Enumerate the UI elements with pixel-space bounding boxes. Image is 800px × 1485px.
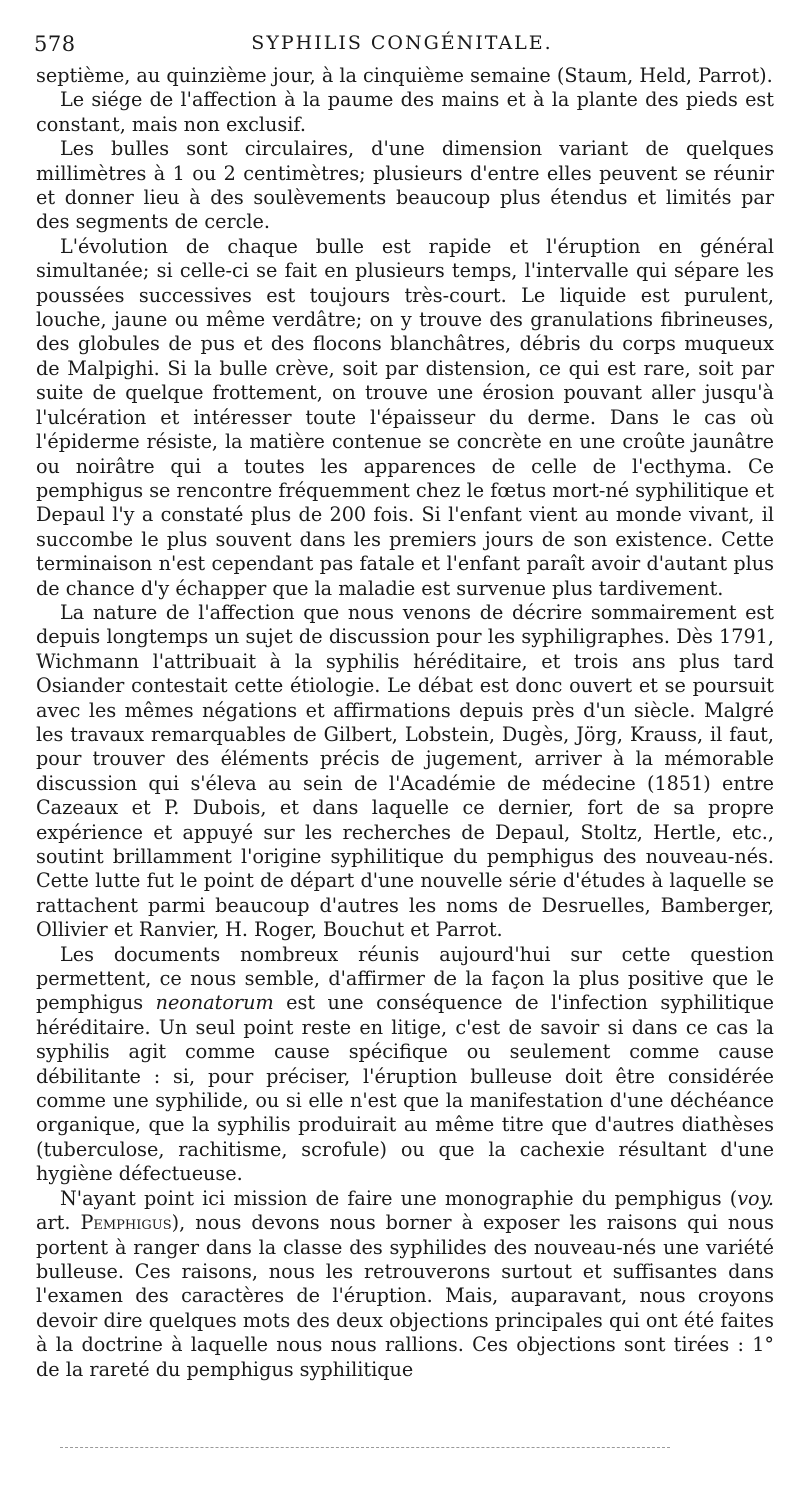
page-header <box>34 30 770 60</box>
paragraph-monographie <box>36 1187 774 1382</box>
monographie-text-b: art. <box>36 1211 81 1235</box>
pemphigus-smallcaps: Pemphigus <box>80 1211 172 1235</box>
neonatorum-italic: neonatorum <box>155 991 274 1015</box>
documents-text-a: Les documents nombreux réunis aujourd'hui sur cette question permettent, ce nous semble, d'affirmer de la façon la plus positive que le pemphigus <box>36 942 774 1015</box>
voy-italic: voy. <box>737 1186 774 1210</box>
monographie-text-c: ), nous devons nous borner à exposer les raisons qui nous portent à ranger dans la classe des syphilides des nouveau-nés une variété bulleuse. Ces raisons, nous les retrouverons surtout et suffisantes dans l'examen des caractères de l'éruption. Mais, auparavant, nous croyons devoir dire quelques mots des deux objections principales qui ont été faites à la doctrine à laquelle nous nous rallions. Ces objections sont tirées : 1° de la rareté du pemphigus syphilitique <box>36 1211 774 1381</box>
body-text <box>36 64 774 1382</box>
paragraph-siege: Le siége de l'affection à la paume des mains et à la plante des pieds est constant, mais non exclusif. <box>36 88 774 136</box>
paragraph-nature: La nature de l'affection que nous venons de décrire sommairement est depuis longtemps un sujet de discussion pour les syphiligraphes. Dès 1791, Wichmann l'attribuait à la syphilis héréditaire, et trois ans plus tard Osiander contestait cette étiologie. Le débat est donc ouvert et se poursuit avec les mêmes négations et affirmations depuis près d'un siècle. Malgré les travaux remarquables de Gilbert, Lobstein, Dugès, Jörg, Krauss, il faut, pour trouver des éléments précis de jugement, arriver à la mémorable discussion qui s'éleva au sein de l'Académie de médecine (1851) entre Cazeaux et P. Dubois, et dans laquelle ce dernier, fort de sa propre expérience et appuyé sur les recherches de Depaul, Stoltz, Hertle, etc., soutint brillamment l'origine syphilitique du pemphigus des nouveau-nés. Cette lutte fut le point de départ d'une nouvelle série d'études à laquelle se rattachent parmi beaucoup d'autres les noms de Desruelles, Bamberger, Ollivier et Ranvier, H. Roger, Bouchut et Parrot. <box>36 600 774 942</box>
paragraph-evolution: L'évolution de chaque bulle est rapide et l'éruption en général simultanée; si celle-ci se fait en plusieurs temps, l'intervalle qui sépare les poussées successives est toujours très-court. Le liquide est purulent, louche, jaune ou même verdâtre; on y trouve des granulations fibrineuses, des globules de pus et des flocons blanchâtres, débris du corps muqueux de Malpighi. Si la bulle crève, soit par distension, ce qui est rare, soit par suite de quelque frottement, on trouve une érosion pouvant aller jusqu'à l'ulcération et intéresser toute l'épaisseur du derme. Dans le cas où l'épiderme résiste, la matière contenue se concrète en une croûte jaunâtre ou noirâtre qui a toutes les apparences de celle de l'ecthyma. Ce pemphigus se rencontre fréquemment chez le fœtus mort-né syphilitique et Depaul l'y a constaté plus de 200 fois. Si l'enfant vient au monde vivant, il succombe le plus souvent dans les premiers jours de son existence. Cette terminaison n'est cependant pas fatale et l'enfant paraît avoir d'autant plus de chance d'y échapper que la maladie est survenue plus tardivement. <box>36 234 774 600</box>
paragraph-documents <box>36 943 774 1187</box>
page-number: 578 <box>34 32 76 56</box>
footer-rule <box>60 1447 670 1448</box>
documents-text-b: est une conséquence de l'infection syphilitique héréditaire. Un seul point reste en litige, c'est de savoir si dans ce cas la syphilis agit comme cause spécifique ou seulement comme cause débilitante : si, pour préciser, l'éruption bulleuse doit être considérée comme une syphilide, ou si elle n'est que la manifestation d'une déchéance organique, que la syphilis produirait au même titre que d'autres diathèses (tuberculose, rachitisme, scrofule) ou que la cachexie résultant d'une hygiène défectueuse. <box>36 991 774 1186</box>
paragraph-continuation: septième, au quinzième jour, à la cinquième semaine (Staum, Held, Parrot). <box>36 64 773 87</box>
monographie-text-a: N'ayant point ici mission de faire une monographie du pemphigus ( <box>60 1186 738 1210</box>
paragraph-bulles: Les bulles sont circulaires, d'une dimension variant de quelques millimètres à 1 ou 2 centimètres; plusieurs d'entre elles peuvent se réunir et donner lieu à des soulèvements beaucoup plus étendus et limités par des segments de cercle. <box>36 137 774 234</box>
running-title: SYPHILIS CONGÉNITALE. <box>251 32 553 54</box>
